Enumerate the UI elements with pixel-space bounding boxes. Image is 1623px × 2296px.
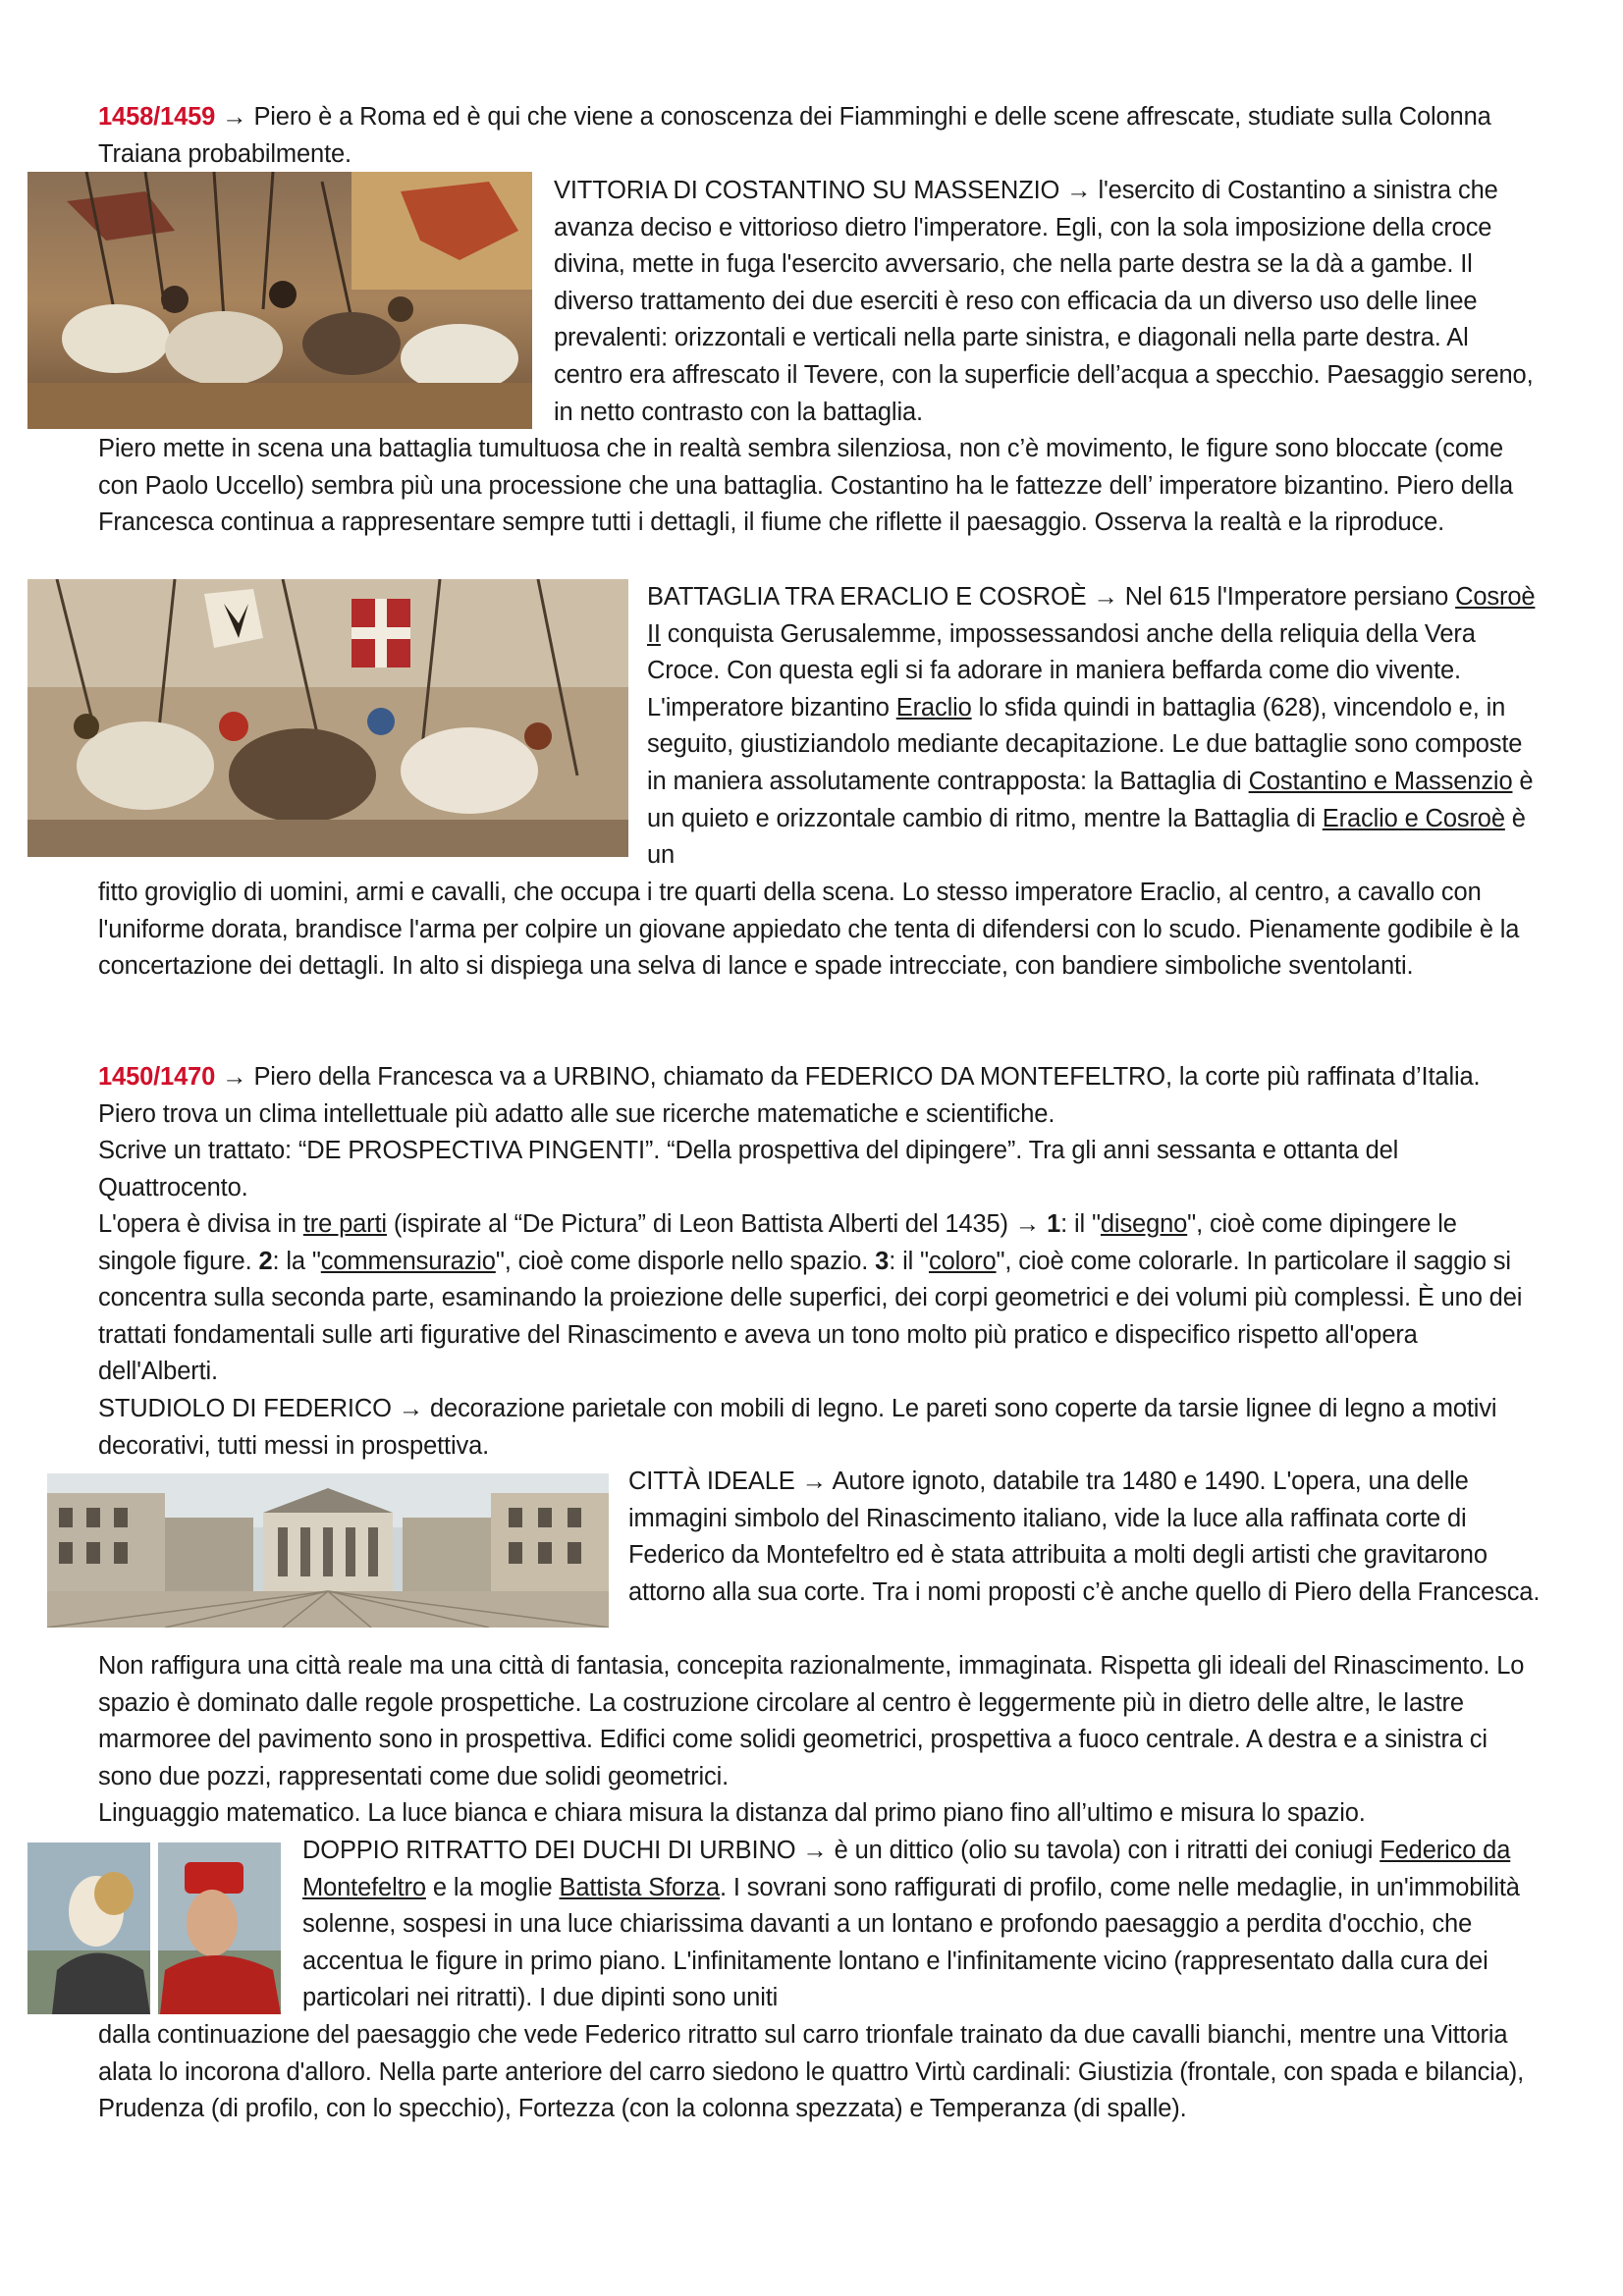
paragraph-urbino: 1450/1470 → Piero della Francesca va a URBINO, chiamato da FEDERICO DA MONTEFELTRO, la corte più raffinata d’Italia. Piero trova un clima intellettuale più adatto alle sue ricerche matematiche e scientifiche. [98, 1063, 1481, 1128]
link-battista[interactable]: Battista Sforza [559, 1873, 721, 1901]
paragraph-ritratto-cont: dalla continuazione del paesaggio che vede Federico ritratto sul carro trionfale trainato da due cavalli bianchi, mentre una Vittoria alata lo incorona d'alloro. Nella parte anteriore del carro siedono le quattro Virtù cardinali: Giustizia (frontale, con spada e bilancia), Prudenza (di profilo, con lo specchio), Fortezza (con la colonna spezzata) e Temperanza (di spalle). [98, 2021, 1525, 2123]
paragraph-citta-cont: Non raffigura una città reale ma una città di fantasia, concepita razionalmente, immaginata. Rispetta gli ideali del Rinascimento. Lo spazio è dominato dalle regole prospettiche. La costruzione circolare al centro è leggermente più in dietro delle altre, le lastre marmoree del pavimento sono in prospettiva. Edifici come solidi geometrici, prospettiva a fuoco centrale. A destra e a sinistra ci sono due pozzi, rappresentati come due solidi geometrici. [98, 1652, 1525, 1790]
paragraph-eraclio-cont: fitto groviglio di uomini, armi e cavalli, che occupa i tre quarti della scena. Lo stesso imperatore Eraclio, al centro, a cavallo con l'uniforme dorata, brandisce l'arma per colpire un giovane appiedato che tenta di difendersi con lo scudo. Pienamente godibile è la concertazione dei dettagli. In alto si dispiega una selva di lance e spade intrecciate, con bandiere simboliche sventolanti. [98, 879, 1520, 981]
link-federico[interactable]: Federico da Montefeltro [302, 1837, 1511, 1901]
painting-costantino-image [27, 172, 532, 429]
painting-citta-ideale-image [47, 1473, 609, 1628]
paragraph-trattato: Scrive un trattato: “DE PROSPECTIVA PINGENTI”. “Della prospettiva del dipingere”. Tra gli anni sessanta e ottanta del Quattrocento. [98, 1137, 1399, 1201]
heading-doppio-ritratto: DOPPIO RITRATTO DEI DUCHI DI URBINO [302, 1837, 796, 1864]
paragraph-citta: CITTÀ IDEALE → Autore ignoto, databile tra 1480 e 1490. L'opera, una delle immagini simbolo del Rinascimento italiano, vide la luce alla raffinata corte di Federico da Montefeltro ed è stata attribuita a molti degli artisti che gravitarono attorno alla sua corte. Tra i nomi proposti c’è anche quello di Piero della Francesca. [628, 1468, 1541, 1606]
link-cosroe[interactable]: Cosroè II [647, 583, 1536, 648]
link-eraclio-cosroe[interactable]: Eraclio e Cosroè [1322, 804, 1505, 832]
paragraph-eraclio: BATTAGLIA TRA ERACLIO E COSROÈ → Nel 615 l'Imperatore persiano Cosroè II conquista Gerusalemme, impossessandosi anche della reliquia della Vera Croce. Con questa egli si fa adorare in maniera beffarda come dio vivente. L'imperatore bizantino Eraclio lo sfida quindi in battaglia (628), vincendolo e, in seguito, giustiziandolo mediante decapitazione. Le due battaglie sono composte in maniera assolutamente contrapposta: la Battaglia di Costantino e Massenzio è un quieto e orizzontale cambio di ritmo, mentre la Battaglia di Eraclio e Cosroè è un [647, 583, 1536, 870]
heading-costantino: VITTORIA DI COSTANTINO SU MASSENZIO [554, 177, 1060, 204]
paragraph-ritratto: DOPPIO RITRATTO DEI DUCHI DI URBINO → è un dittico (olio su tavola) con i ritratti dei coniugi Federico da Montefeltro e la moglie Battista Sforza. I sovrani sono raffigurati di profilo, come nelle medaglie, in un'immobilità solenne, sospesi in una luce chiarissima davanti a un lontano e profondo paesaggio a perdita d'occhio, che accentua le figure in primo piano. L'infinitamente lontano e l'infinitamente vicino (rappresentato dalla cura dei particolari nei ritratti). I due dipinti sono uniti [302, 1837, 1520, 2012]
painting-eraclio-image [27, 579, 628, 857]
paragraph-rome: 1458/1459 → Piero è a Roma ed è qui che viene a conoscenza dei Fiamminghi e delle scene affrescate, studiate sulla Colonna Traiana probabilmente. [98, 103, 1491, 168]
paragraph-opera-parti: L'opera è divisa in tre parti (ispirate al “De Pictura” di Leon Battista Alberti del 1435) → 1: il "disegno", cioè come dipingere le singole figure. 2: la "commensurazio", cioè come disporle nello spazio. 3: il "coloro", cioè come colorarle. In particolare il saggio si concentra sulla seconda parte, esaminando la proiezione delle superfici, dei corpi geometrici e dei volumi più complessi. È uno dei trattati fondamentali sulle arti figurative del Rinascimento e aveva un tono molto più pratico e dispecifico rispetto all'opera dell'Alberti. [98, 1210, 1523, 1386]
heading-eraclio: BATTAGLIA TRA ERACLIO E COSROÈ [647, 583, 1087, 611]
paragraph-costantino-cont: Piero mette in scena una battaglia tumultuosa che in realtà sembra silenziosa, non c’è movimento, le figure sono bloccate (come con Paolo Uccello) sembra più una processione che una battaglia. Costantino ha le fattezze dell’ imperatore bizantino. Piero della Francesca continua a rappresentare sempre tutti i dettagli, il fiume che riflette il paesaggio. Osserva la realtà e la riproduce. [98, 435, 1513, 537]
paragraph-studiolo: STUDIOLO DI FEDERICO → decorazione parietale con mobili di legno. Le pareti sono coperte da tarsie lignee di legno a motivi decorativi, tutti messi in prospettiva. [98, 1395, 1497, 1460]
paragraph-linguaggio: Linguaggio matematico. La luce bianca e chiara misura la distanza dal primo piano fino all’ultimo e misura lo spazio. [98, 1799, 1366, 1827]
painting-doppio-ritratto-image [27, 1842, 281, 2014]
date-label: 1458/1459 [98, 103, 216, 131]
date-label: 1450/1470 [98, 1063, 216, 1091]
heading-studiolo: STUDIOLO DI FEDERICO [98, 1395, 392, 1422]
link-costantino-massenzio[interactable]: Costantino e Massenzio [1248, 767, 1513, 795]
heading-citta-ideale: CITTÀ IDEALE [628, 1468, 795, 1495]
link-eraclio[interactable]: Eraclio [895, 693, 972, 721]
paragraph-costantino: VITTORIA DI COSTANTINO SU MASSENZIO → l'esercito di Costantino a sinistra che avanza deciso e vittorioso dietro l'imperatore. Egli, con la sola imposizione della croce divina, mette in fuga l'esercito avversario, che nella parte destra se la dà a gambe. Il diverso trattamento dei due eserciti è reso con efficacia da un diverso uso delle linee prevalenti: orizzontali e verticali nella parte sinistra, e diagonali nella parte destra. Al centro era affrescato il Tevere, con la superficie dell’acqua a specchio. Paesaggio sereno, in netto contrasto con la battaglia. [554, 177, 1534, 426]
